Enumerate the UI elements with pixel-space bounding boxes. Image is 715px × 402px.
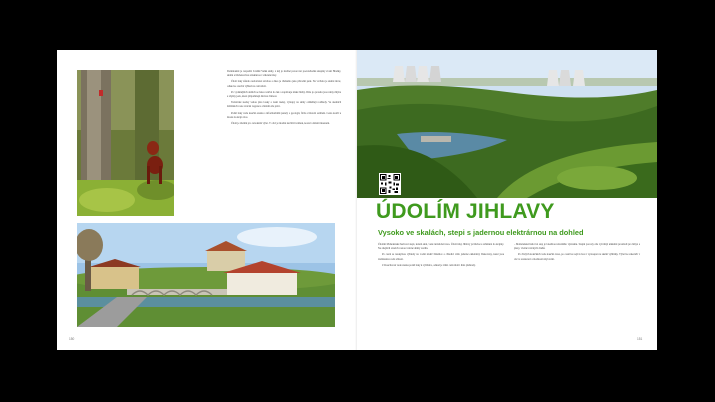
- article-subtitle: Vysoko ve skalách, stepi s jadernou elektrárnou na dohled: [378, 228, 584, 237]
- page-number-left: 150: [69, 337, 75, 341]
- paragraph: Dominantní je rozpadlé tvrziště Velké skály, z něj je možné pozorovat pozoruhodné skupiny zvaní Hradky, skalní a hřebenovitou strukturou v zákrutu řeky.: [227, 70, 341, 78]
- right-page: [357, 50, 657, 350]
- paragraph: Turistické stezky vedou přes louky a lesní úseky, výstupy na skály odměňují rozhledy. Ve skalních štěrbinách roste vzácná vegetace a hnízdí zde ptáci.: [227, 101, 341, 109]
- left-text-column: [227, 70, 341, 128]
- valley-power-plant-photo: [357, 50, 657, 198]
- paragraph: – Mohelenská hadcová step je lokalitou národního významu. Stepní porosty zde vytvářejí unikátní prostředí pro hmyz a plazy, včetně vzácných druhů.: [514, 243, 640, 251]
- qr-code-icon[interactable]: [379, 173, 401, 195]
- paragraph: Údolím Mohelenské hadcové stepi, kolem skal, vede turistická trasa. Údolí řeky Jihlavy je hluboce zaříznuté do krajiny. Na zdejších svazích rostou vzácné druhy rostlin.: [378, 243, 504, 251]
- letterbox-top: [0, 0, 715, 50]
- paragraph: Údolí řeky zůstalo nedotčené stavbou a dnes je chráněno jako přírodní park. Na vrcholu je skalní útvar, odkud se otevírá výhled na celé údolí.: [227, 80, 341, 88]
- left-page: [57, 50, 357, 350]
- right-text-column-2: [514, 243, 640, 264]
- village-bridge-photo: [77, 223, 335, 327]
- paragraph: Po Zlatých kolečkách vede naučná trasa, po cestě lze sejít k řece i vystoupat na skalní vyhlídky. Výlet lze zakončit v obci s restaurací a možností ubytování.: [514, 253, 640, 261]
- paragraph: Po cestě se naskytnou výhledy na vodní nádrž Dalešice a chladicí věže jaderné elektrárny Dukovany, které jsou dominantou celé oblasti.: [378, 253, 504, 261]
- page-number-right: 151: [637, 337, 643, 341]
- letterbox-bottom: [0, 350, 715, 402]
- article-title: ÚDOLÍM JIHLAVY: [376, 200, 555, 223]
- paragraph: Údolí je ideální pro celodenní výlet. V obci je možné navštívit zámek, kostel a místní muzeum.: [231, 122, 330, 126]
- paragraph: Podél řeky vede naučná stezka s informačními panely o geologii, flóře a historii osídlení. Cesta končí u mostu na kraji obce.: [227, 111, 341, 119]
- right-text-column-1: [378, 243, 504, 270]
- paragraph: Po vydatnějších deštích se řeka rozlévá do luk a zaplavuje nízké břehy. Dále po proudu jsou ruiny mlýna a zbytky jezu, které připomínají dávnou činnost.: [227, 90, 341, 99]
- magazine-spread: [57, 50, 657, 350]
- paragraph: Z Rouchovan vede stezka podél řeky k vyhlídce, odkud je vidět celé údolí i hráz přehrady.: [382, 263, 476, 267]
- dog-forest-photo: [77, 70, 174, 216]
